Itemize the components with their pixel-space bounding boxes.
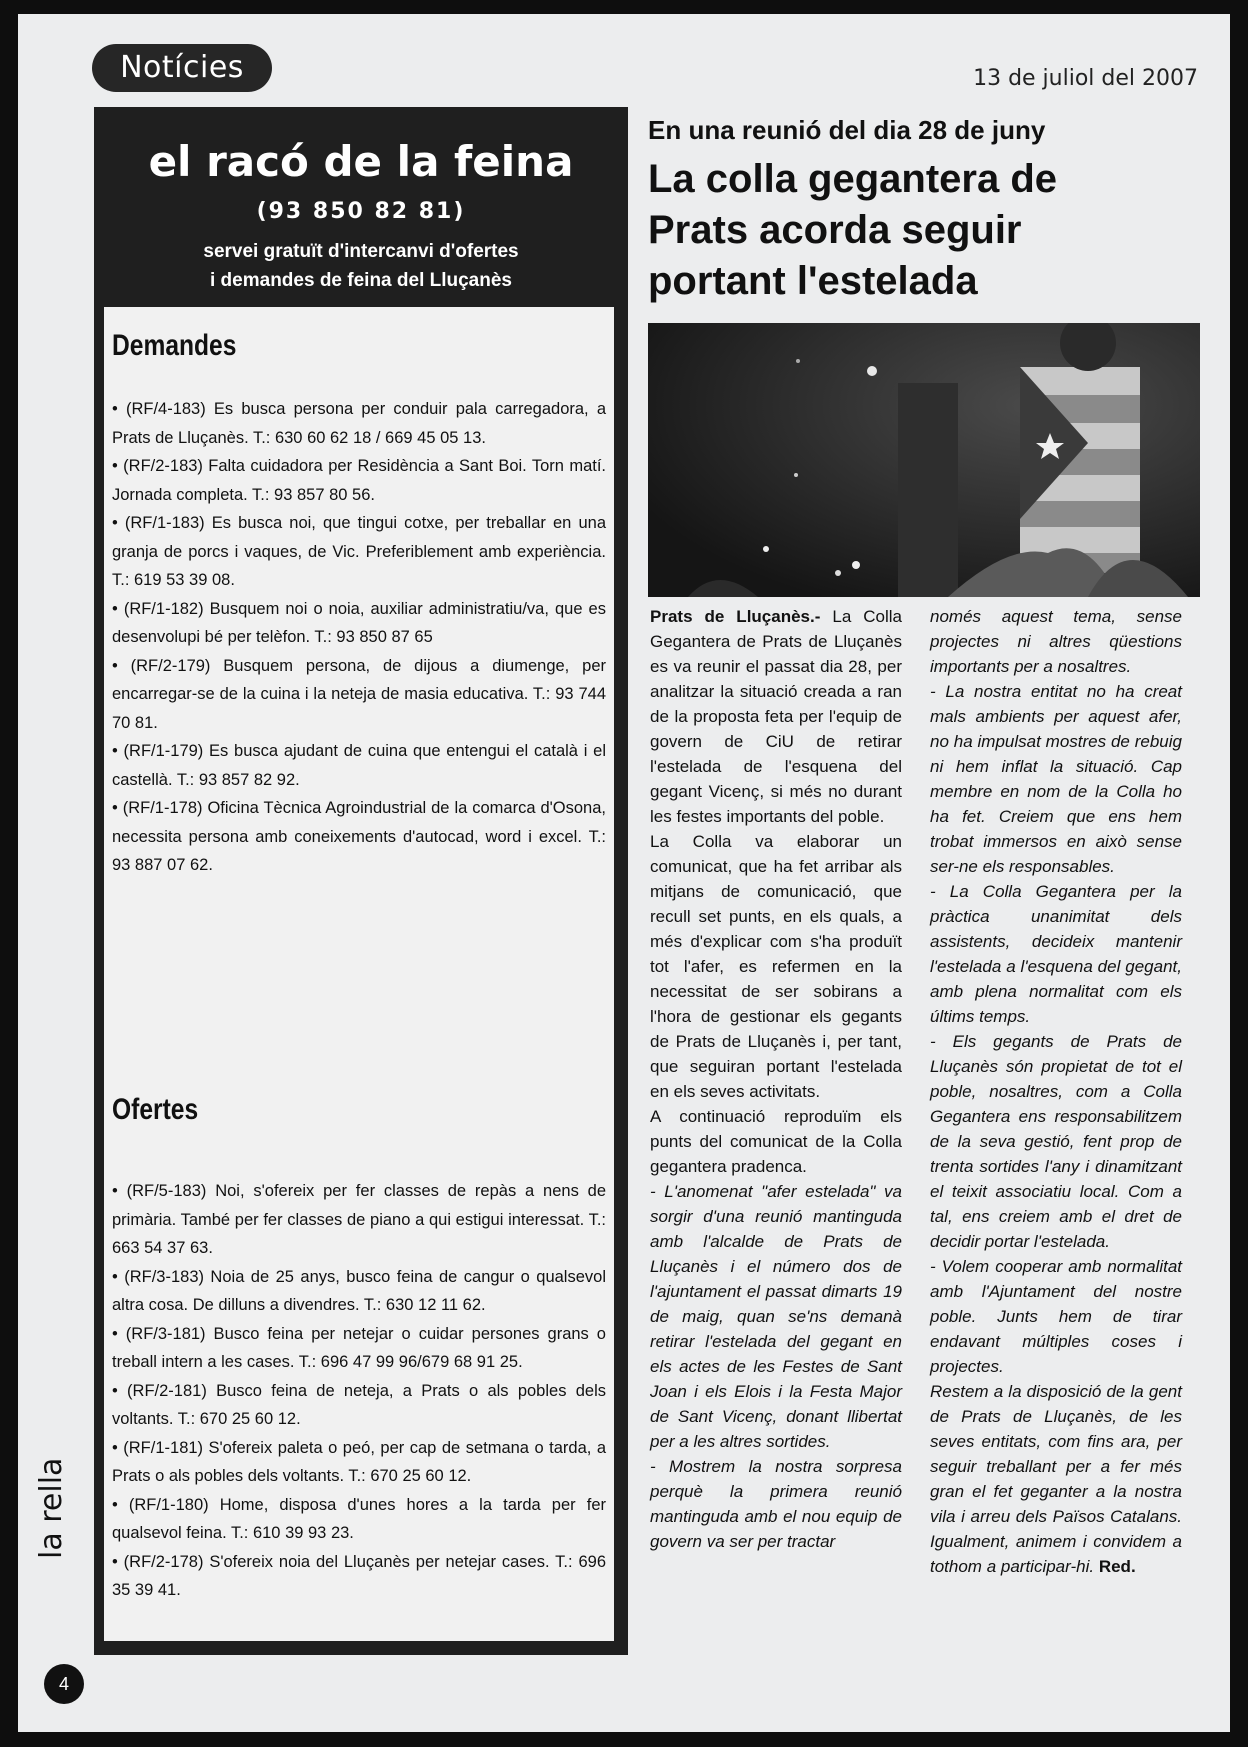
paragraph-text: La Colla Gegantera de Prats de Lluçanès es va reunir el passat dia 28, per analitzar la situació creada a ran de la proposta feta per l'equip de govern de CiU de retirar l'estelada de l'esquena del gegant Vicenç, si més no durant les festes importants del poble. <box>650 607 902 826</box>
article-headline: La colla gegantera de Prats acorda seguir portant l'estelada <box>648 157 1058 303</box>
photo-illustration <box>648 323 1200 597</box>
list-item: • (RF/1-179) Es busca ajudant de cuina que entengui el català i el castellà. T.: 93 857 82 92. <box>112 742 606 789</box>
article-paragraph: La Colla va elaborar un comunicat, que ha fet arribar als mitjans de comunicació, que recull set punts, en els quals, a més d'explicar com s'ha produït tot l'afer, es refermen en la necessitat de ser sobirans a l'hora de gestionar els gegants de Prats de Lluçanès i, per tant, que seguiran portant l'estelada en els seves activitats. <box>650 832 902 1101</box>
jobs-box-subtitle <box>124 237 598 295</box>
page-number: 4 <box>44 1664 84 1704</box>
jobs-box-title: el racó de la feina <box>148 137 574 186</box>
article-paragraph <box>650 604 902 829</box>
demandes-list <box>112 395 606 880</box>
article-paragraph: - Mostrem la nostra sorpresa perquè la primera reunió mantinguda amb el nou equip de govern va ser per tractar <box>650 1457 902 1551</box>
list-item: • (RF/2-181) Busco feina de neteja, a Prats o als pobles dels voltants. T.: 670 25 60 12. <box>112 1381 606 1428</box>
article-paragraph: només aquest tema, sense projectes ni altres qüestions importants per a nosaltres. <box>930 607 1182 676</box>
list-item: • (RF/3-183) Noia de 25 anys, busco feina de cangur o qualsevol altra cosa. De dilluns a divendres. T.: 630 12 11 62. <box>112 1267 606 1314</box>
ofertes-list <box>112 1177 606 1605</box>
magazine-page <box>18 14 1230 1732</box>
dateline: Prats de Lluçanès.- <box>650 607 821 626</box>
list-item: • (RF/5-183) Noi, s'ofereix per fer classes de repàs a nens de primària. També per fer classes de piano a qui estigui interessat. T.: 663 54 37 63. <box>112 1182 606 1257</box>
subtitle-line: i demandes de feina del Lluçanès <box>210 270 512 291</box>
list-item: • (RF/1-181) S'ofereix paleta o peó, per cap de setmana o tarda, a Prats o als pobles dels voltants. T.: 670 25 60 12. <box>112 1438 606 1485</box>
publication-name: la rella <box>34 1457 69 1559</box>
jobs-listings <box>104 307 614 1641</box>
article-paragraph: - L'anomenat "afer estelada" va sorgir d'una reunió mantinguda amb l'alcalde de Prats de Lluçanès i el número dos de l'ajuntament el passat dimarts 19 de maig, quan se'ns demanà retirar l'estelada del gegant en els actes de les Festes de Sant Joan i els Elois i la Festa Major de Sant Vicenç, donant llibertat per a les altres sortides. <box>650 1182 902 1451</box>
list-item: • (RF/1-178) Oficina Tècnica Agroindustrial de la comarca d'Osona, necessita persona amb coneixements d'autocad, word i excel. T.: 93 887 07 62. <box>112 799 606 874</box>
list-item: • (RF/2-179) Busquem persona, de dijous a diumenge, per encarregar-se de la cuina i la neteja de masia educativa. T.: 93 744 70 81. <box>112 656 606 732</box>
article-column-1 <box>650 604 902 1554</box>
list-item: • (RF/2-178) S'ofereix noia del Lluçanès per netejar cases. T.: 696 35 39 41. <box>112 1552 606 1599</box>
night-procession-estelada-photo <box>648 323 1200 597</box>
ofertes-heading: Ofertes <box>112 1093 199 1126</box>
list-item: • (RF/3-181) Busco feina per netejar o cuidar persones grans o treball intern a les cases. T.: 696 47 99 96/679 68 91 25. <box>112 1324 606 1371</box>
paragraph-text: Restem a la disposició de la gent de Prats de Lluçanès, de les seves entitats, com fins ara, per seguir treballant per a fer més gran el fet geganter a la nostra vila i arreu dels Països Catalans. Igualment, animem i convidem a tothom a participar-hi. <box>930 1382 1182 1576</box>
issue-date: 13 de juliol del 2007 <box>973 66 1198 91</box>
list-item: • (RF/2-183) Falta cuidadora per Residència a Sant Boi. Torn matí. Jornada completa. T.: 93 857 80 56. <box>112 457 606 504</box>
article-paragraph: - La nostra entitat no ha creat mals ambients per aquest afer, no ha impulsat mostres de rebuig ni hem inflat la situació. Cap membre en nom de la Colla ho ha fet. Creiem que ens hem trobat immersos en això sense ser-ne els responsables. <box>930 682 1182 876</box>
jobs-box-phone: (93 850 82 81) <box>256 199 466 224</box>
list-item: • (RF/4-183) Es busca persona per conduir pala carregadora, a Prats de Lluçanès. T.: 630 60 62 18 / 669 45 05 13. <box>112 400 606 447</box>
list-item: • (RF/1-182) Busquem noi o noia, auxiliar administratiu/va, que es desenvolupi bé per telèfon. T.: 93 850 87 65 <box>112 599 606 646</box>
article-paragraph: - Volem cooperar amb normalitat amb l'Ajuntament del nostre poble. Junts hem de tirar endavant múltiples coses i projectes. <box>930 1257 1182 1376</box>
article-paragraph: - Els gegants de Prats de Lluçanès són propietat de tot el poble, nosaltres, com a Colla Gegantera ens responsabilitzem de la seva gestió, fent prop de trenta sortides l'any i dinamitzant el teixit associatiu local. Com a tal, ens creiem amb el dret de decidir portar l'estelada. <box>930 1032 1182 1251</box>
subtitle-line: servei gratuït d'intercanvi d'ofertes <box>203 241 519 262</box>
article-column-2 <box>930 604 1182 1579</box>
article-paragraph: A continuació reproduïm els punts del comunicat de la Colla gegantera pradenca. <box>650 1107 902 1176</box>
jobs-box <box>94 107 628 1655</box>
article-signature: Red. <box>1098 1557 1136 1576</box>
section-tag: Notícies <box>92 44 272 92</box>
list-item: • (RF/1-180) Home, disposa d'unes hores a la tarda per fer qualsevol feina. T.: 610 39 93 23. <box>112 1495 606 1542</box>
list-item: • (RF/1-183) Es busca noi, que tingui cotxe, per treballar en una granja de porcs i vaques, de Vic. Preferiblement amb experiència. T.: 619 53 39 08. <box>112 514 606 589</box>
article-paragraph <box>930 1379 1182 1579</box>
demandes-heading: Demandes <box>112 329 237 362</box>
article-kicker: En una reunió del dia 28 de juny <box>648 115 1046 145</box>
article-paragraph: - La Colla Gegantera per la pràctica unanimitat dels assistents, decideix mantenir l'estelada a l'esquena del gegant, amb plena normalitat com els últims temps. <box>930 882 1182 1026</box>
